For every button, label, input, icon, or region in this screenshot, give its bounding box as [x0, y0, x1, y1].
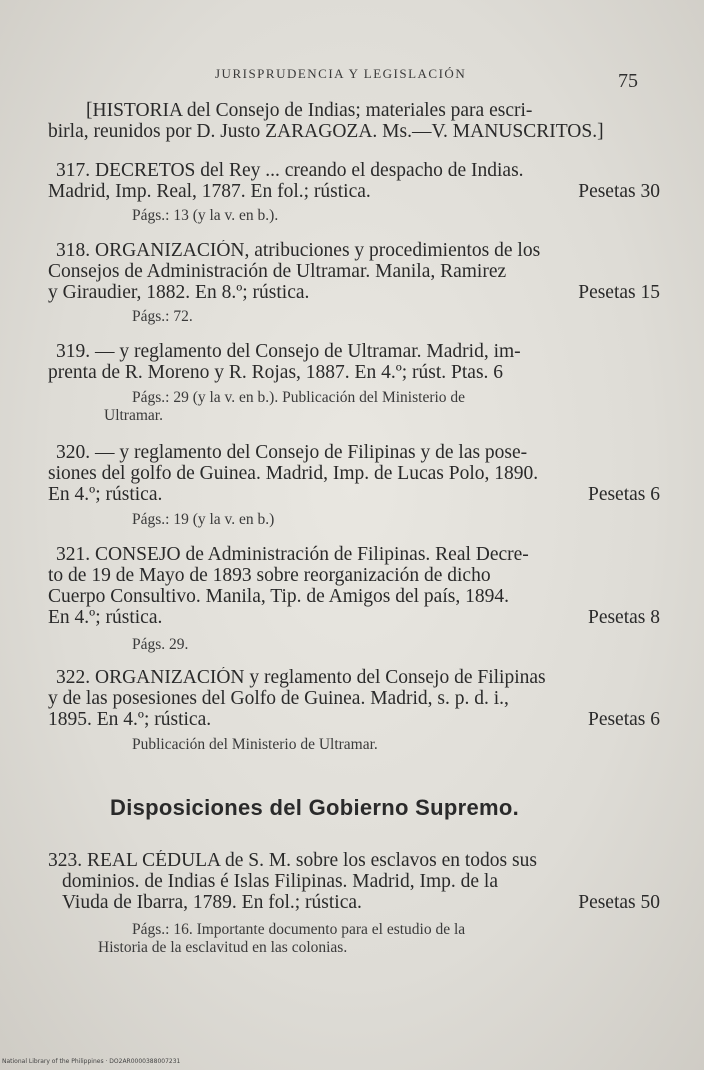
entry-line: 1895. En 4.º; rústica.: [48, 709, 212, 730]
entry-319: [48, 341, 660, 425]
entry-line: 322. ORGANIZACIÓN y reglamento del Consejo de Filipinas: [56, 667, 546, 688]
entry-line: y de las posesiones del Golfo de Guinea. Madrid, s. p. d. i.,: [48, 688, 509, 709]
entry-line: dominios. de Indias é Islas Filipinas. Madrid, Imp. de la: [62, 871, 498, 892]
entry-line-with-price: [48, 282, 660, 303]
entry-note: Págs.: 13 (y la v. en b.).: [132, 207, 279, 224]
note-line: Historia de la esclavitud en las colonias.: [98, 939, 348, 956]
entry-note: [48, 389, 660, 425]
entry-note: Págs.: 19 (y la v. en b.): [132, 511, 275, 528]
entry-line: Cuerpo Consultivo. Manila, Tip. de Amigos del país, 1894.: [48, 586, 509, 607]
entry-line: 317. DECRETOS del Rey ... creando el despacho de Indias.: [56, 160, 524, 181]
entry-318: [48, 240, 660, 326]
entry-line: 319. — y reglamento del Consejo de Ultramar. Madrid, im-: [56, 341, 521, 362]
entry-line: 321. CONSEJO de Administración de Filipinas. Real Decre-: [56, 544, 529, 565]
entry-317: [48, 160, 660, 225]
entry-line: 318. ORGANIZACIÓN, atribuciones y procedimientos de los: [56, 240, 541, 261]
entry-323: [48, 850, 660, 957]
entry-line: y Giraudier, 1882. En 8.º; rústica.: [48, 282, 310, 303]
entry-note: [48, 921, 660, 957]
price-label: Pesetas 30: [578, 181, 660, 202]
note-line: Págs.: 29 (y la v. en b.). Publicación del Ministerio de: [132, 389, 466, 406]
entry-line: 320. — y reglamento del Consejo de Filipinas y de las pose-: [56, 442, 528, 463]
price-label: Pesetas 50: [578, 892, 660, 913]
note-line: Págs.: 16. Importante documento para el estudio de la: [132, 921, 466, 938]
entry-line: Consejos de Administración de Ultramar. Manila, Ramirez: [48, 261, 507, 282]
entry-line: Viuda de Ibarra, 1789. En fol.; rústica.: [62, 892, 362, 913]
entry-note: Publicación del Ministerio de Ultramar.: [132, 736, 378, 753]
section-title: Disposiciones del Gobierno Supremo.: [110, 795, 520, 820]
entry-322: [48, 667, 660, 754]
scan-footer: National Library of the Philippines · DO2AR0000388007231: [2, 1058, 181, 1065]
entry-line-with-price: [48, 607, 660, 628]
price-label: Pesetas 8: [587, 607, 660, 628]
entry-line: siones del golfo de Guinea. Madrid, Imp. de Lucas Polo, 1890.: [48, 463, 539, 484]
price-label: Pesetas 6: [587, 484, 660, 505]
entry-note: Págs.: 72.: [132, 308, 193, 325]
entry-note: Págs. 29.: [132, 636, 189, 653]
entry-line: prenta de R. Moreno y R. Rojas, 1887. En 4.º; rúst. Ptas. 6: [48, 362, 504, 383]
entry-line: En 4.º; rústica.: [48, 484, 163, 505]
entry-line: birla, reunidos por D. Justo ZARAGOZA. Ms.—V. MANUSCRITOS.]: [48, 121, 604, 142]
note-line: Ultramar.: [104, 407, 163, 424]
entry-line: En 4.º; rústica.: [48, 607, 163, 628]
entry-line: Madrid, Imp. Real, 1787. En fol.; rústica.: [48, 181, 371, 202]
entry-line: to de 19 de Mayo de 1893 sobre reorganización de dicho: [48, 565, 491, 586]
running-title: JURISPRUDENCIA Y LEGISLACIÓN: [215, 66, 467, 81]
entry-320: [48, 442, 660, 529]
entry-line: [HISTORIA del Consejo de Indias; materiales para escri-: [86, 100, 533, 121]
price-label: Pesetas 6: [587, 709, 660, 730]
entry-line-with-price: [48, 892, 660, 913]
entry-line-with-price: [48, 181, 660, 202]
entry-line-with-price: [48, 709, 660, 730]
entry-historia: [48, 100, 660, 142]
entry-line: 323. REAL CÉDULA de S. M. sobre los esclavos en todos sus: [48, 850, 537, 871]
entry-321: [48, 544, 660, 654]
price-label: Pesetas 15: [578, 282, 660, 303]
page-number: 75: [618, 70, 638, 92]
entry-line-with-price: [48, 484, 660, 505]
